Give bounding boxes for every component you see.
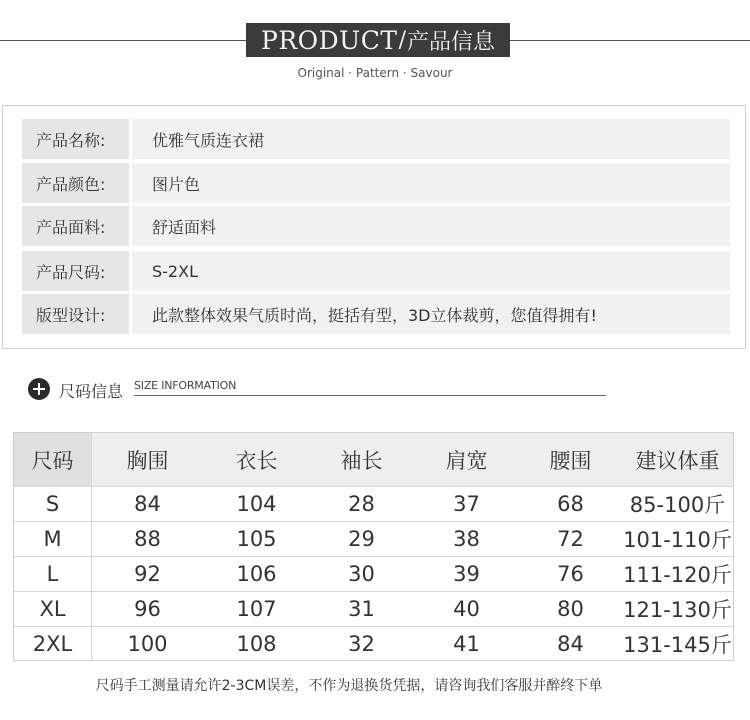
header-rule-left — [0, 40, 246, 41]
size-table — [13, 432, 734, 661]
size-footnote: 尺码手工测量请允许2-3CM误差，不作为退换货凭据，请咨询我们客服并醉终下单 — [95, 678, 603, 694]
info-value: S-2XL — [132, 251, 730, 291]
info-row-name — [22, 119, 730, 159]
info-label: 产品颜色: — [22, 163, 129, 203]
section-title-product — [246, 23, 510, 57]
info-label: 产品名称: — [22, 119, 129, 159]
info-value: 舒适面料 — [132, 206, 730, 246]
table-value-cell: 41 — [453, 631, 480, 656]
table-value-cell: 92 — [134, 561, 161, 586]
table-value-cell: 88 — [134, 526, 161, 551]
table-header-cell: 袖长 — [340, 448, 383, 473]
table-value-cell: 32 — [348, 631, 375, 656]
table-value-cell: 108 — [236, 631, 277, 656]
table-value-cell: 29 — [348, 526, 375, 551]
table-value-cell: 37 — [453, 491, 480, 516]
table-value-cell: 85-100斤 — [629, 492, 726, 517]
info-label: 产品尺码: — [22, 251, 129, 291]
size-section-subtitle: SIZE INFORMATION — [134, 379, 237, 392]
table-value-cell: 111-120斤 — [623, 562, 732, 587]
size-section-title: 尺码信息 — [59, 382, 124, 401]
info-row-design — [22, 294, 730, 334]
table-value-cell: 76 — [557, 561, 584, 586]
table-value-cell: 131-145斤 — [623, 632, 732, 657]
table-value-cell: 121-130斤 — [623, 597, 732, 622]
table-header-cell: 胸围 — [126, 448, 169, 473]
plus-circle-icon — [28, 378, 50, 400]
product-info-panel — [2, 105, 746, 349]
table-value-cell: 96 — [134, 596, 161, 621]
table-header-cell: 肩宽 — [445, 448, 488, 473]
table-column-divider — [91, 433, 92, 660]
table-header-cell: 衣长 — [235, 448, 278, 473]
header-rule-right — [510, 40, 750, 41]
table-size-cell: S — [45, 491, 60, 516]
table-size-cell: 2XL — [32, 631, 73, 656]
title-en: PRODUCT — [261, 25, 398, 55]
table-value-cell: 84 — [557, 631, 584, 656]
table-size-cell: M — [43, 526, 62, 551]
table-value-cell: 40 — [453, 596, 480, 621]
info-label: 产品面料: — [22, 206, 129, 246]
info-value: 图片色 — [132, 163, 730, 203]
table-value-cell: 107 — [236, 596, 277, 621]
table-value-cell: 68 — [557, 491, 584, 516]
table-value-cell: 38 — [453, 526, 480, 551]
title-cn: 产品信息 — [406, 29, 495, 55]
info-row-color — [22, 163, 730, 203]
info-row-fabric — [22, 206, 730, 246]
table-value-cell: 101-110斤 — [623, 527, 732, 552]
table-header-cell: 建议体重 — [635, 448, 720, 473]
table-value-cell: 84 — [134, 491, 161, 516]
title-separator: / — [398, 27, 406, 53]
table-value-cell: 39 — [453, 561, 480, 586]
table-size-cell: XL — [39, 596, 66, 621]
table-value-cell: 31 — [348, 596, 375, 621]
table-value-cell: 28 — [348, 491, 375, 516]
table-value-cell: 72 — [557, 526, 584, 551]
table-value-cell: 80 — [557, 596, 584, 621]
table-value-cell: 106 — [236, 561, 277, 586]
info-row-size — [22, 251, 730, 291]
info-label: 版型设计: — [22, 294, 129, 334]
table-value-cell: 100 — [127, 631, 168, 656]
table-value-cell: 104 — [236, 491, 277, 516]
info-value: 优雅气质连衣裙 — [132, 119, 730, 159]
size-section-rule — [134, 395, 606, 396]
table-size-cell: L — [46, 561, 59, 586]
table-value-cell: 30 — [348, 561, 375, 586]
table-header-cell: 尺码 — [31, 448, 74, 473]
table-value-cell: 105 — [236, 526, 277, 551]
table-header-cell: 腰围 — [549, 448, 592, 473]
header-subtitle: Original · Pattern · Savour — [297, 66, 453, 80]
info-value: 此款整体效果气质时尚，挺括有型，3D立体裁剪，您值得拥有! — [132, 294, 730, 334]
